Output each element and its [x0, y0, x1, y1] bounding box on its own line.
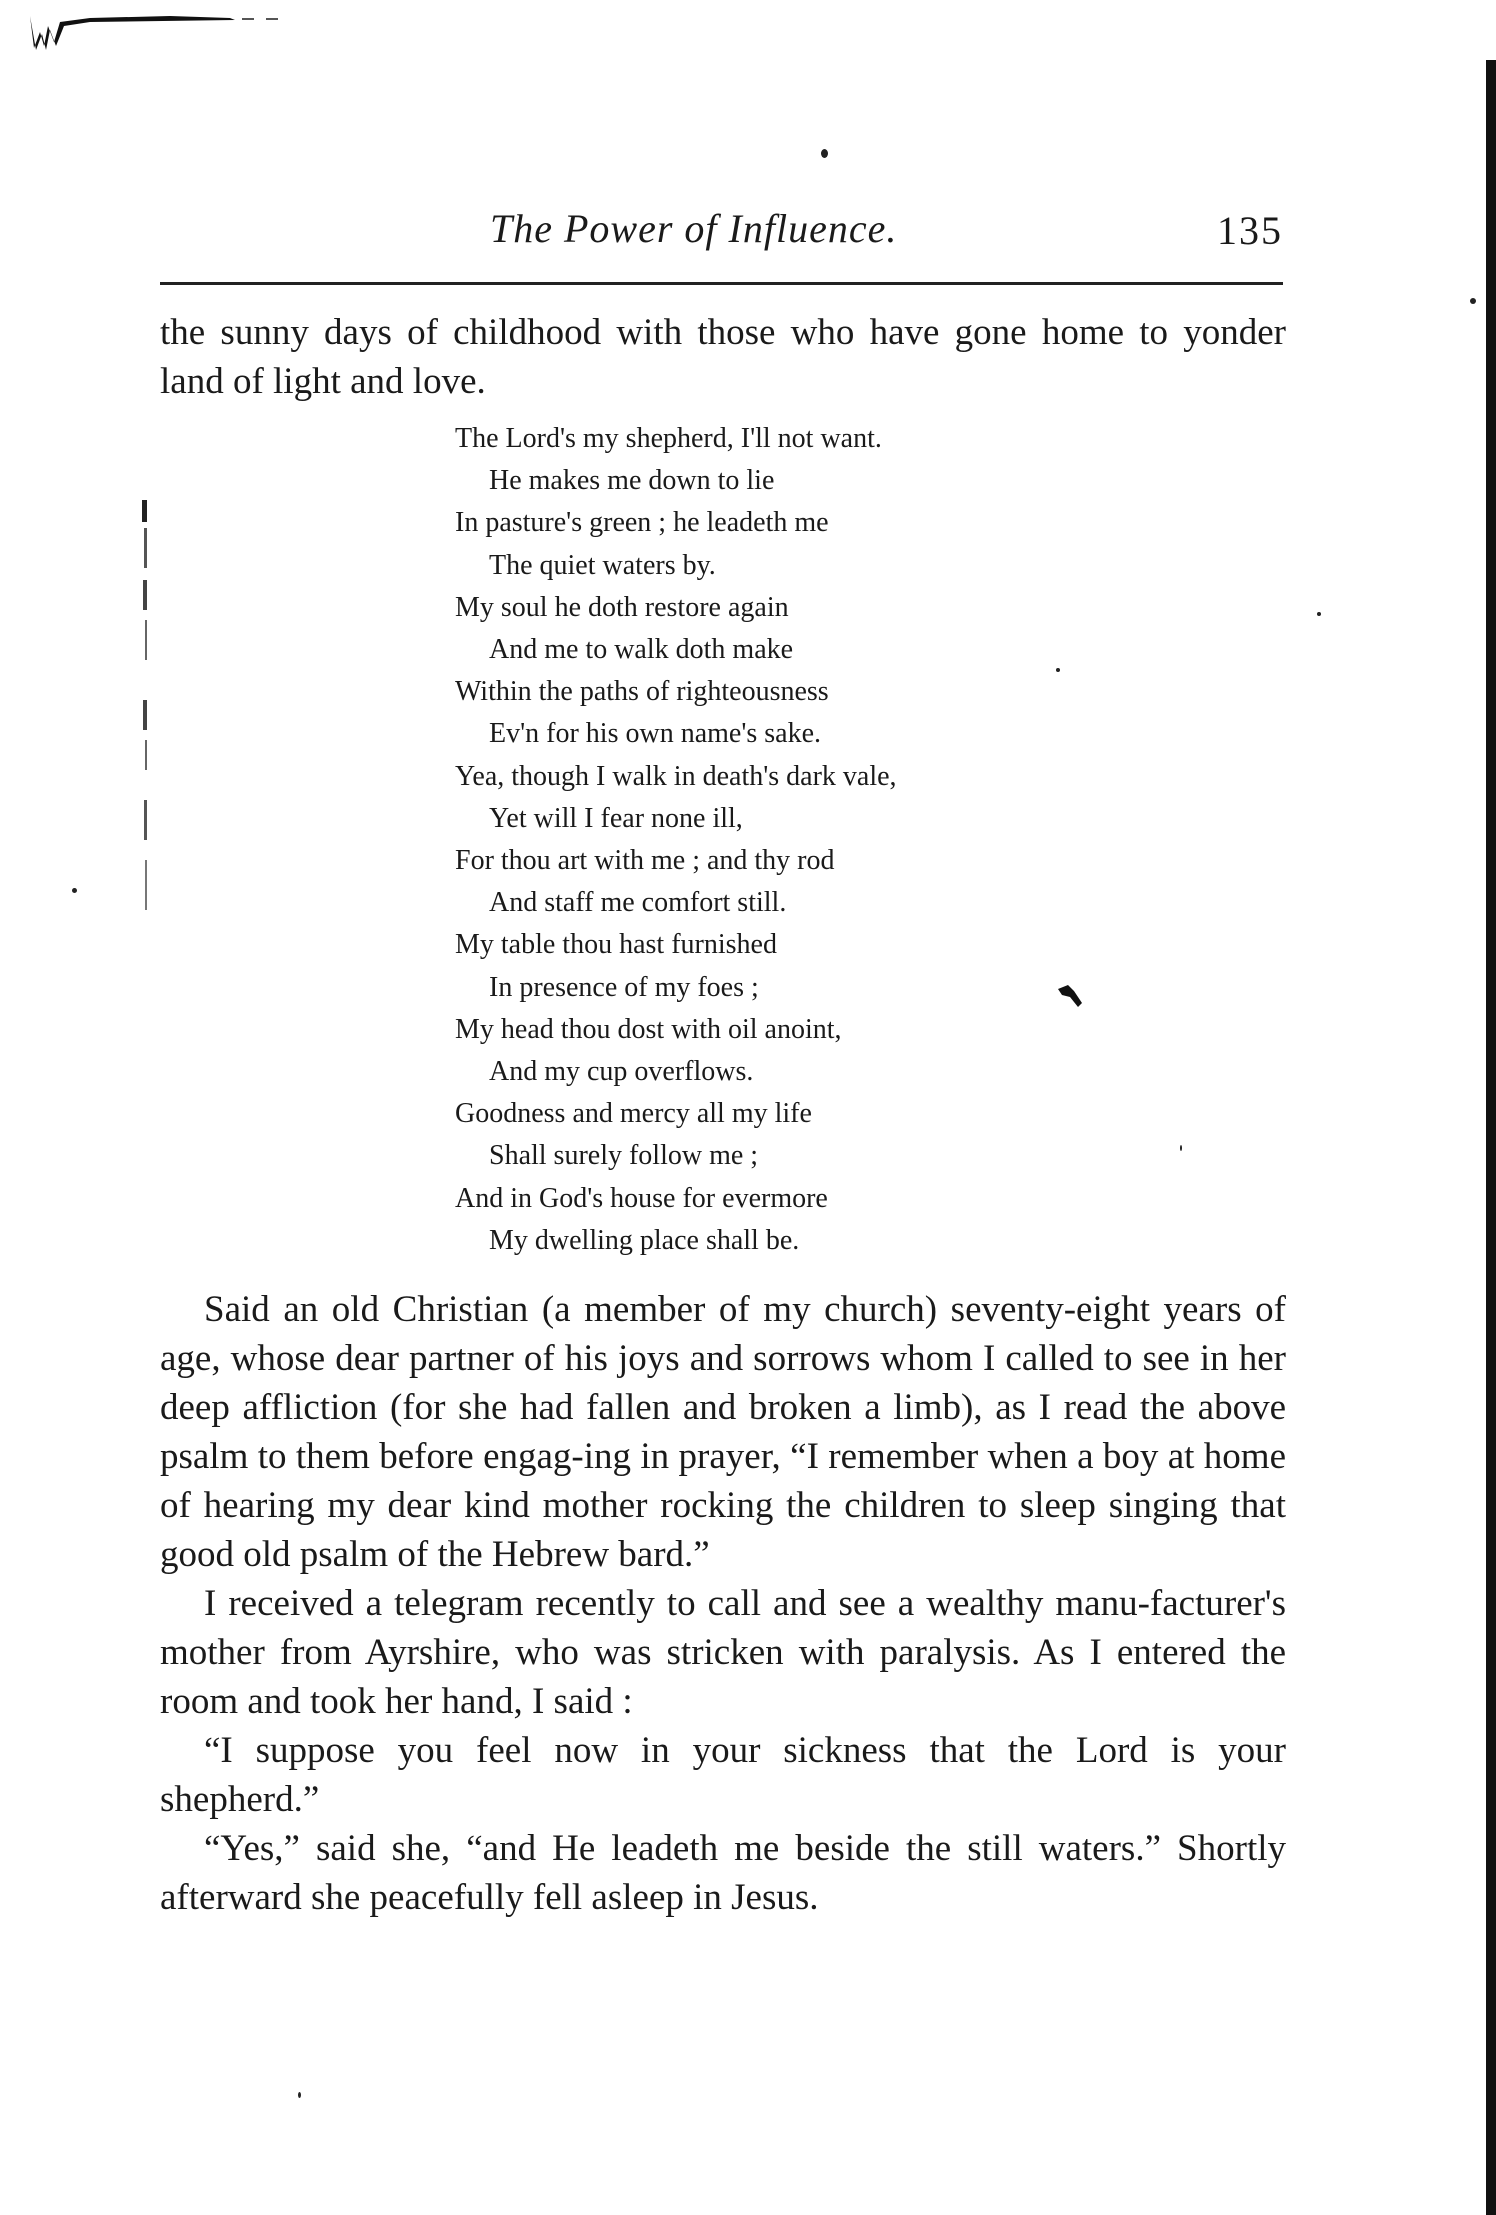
poem-line: My dwelling place shall be.	[489, 1224, 800, 1256]
poem-line: And me to walk doth make	[489, 634, 794, 666]
paragraph: “Yes,” said she, “and He leadeth me beside the still waters.” Shortly afterward she peacefully fell asleep in Jesus.	[160, 1828, 1286, 1918]
psalm-poem	[455, 418, 1075, 1262]
main-text	[160, 1285, 1286, 1922]
poem-line: And in God's house for evermore	[455, 1182, 828, 1214]
poem-line: Ev'n for his own name's sake.	[489, 718, 822, 750]
poem-line: And my cup overflows.	[489, 1056, 754, 1088]
poem-line: Yea, though I walk in death's dark vale,	[455, 760, 897, 792]
paragraph: I received a telegram recently to call and see a wealthy manu-facturer's mother from Ayrshire, who was stricken with paralysis. As I entered the room and took her hand, I said :	[160, 1583, 1286, 1722]
ink-speck	[298, 2092, 301, 2098]
paragraph: “I suppose you feel now in your sickness that the Lord is your shepherd.”	[160, 1730, 1286, 1820]
poem-line: Shall surely follow me ;	[489, 1140, 759, 1172]
poem-line: Goodness and mercy all my life	[455, 1098, 812, 1130]
poem-line: My soul he doth restore again	[455, 591, 789, 623]
header-rule	[160, 282, 1283, 285]
margin-ink-bleed	[136, 500, 156, 920]
page-number: 135	[1217, 208, 1283, 253]
scan-corner-artifact	[30, 12, 290, 52]
paragraph: Said an old Christian (a member of my church) seventy-eight years of age, whose dear partner of his joys and sorrows whom I called to see in her deep affliction (for she had fallen and broken a limb), as I read the above psalm to them before engag-ing in prayer, “I remember when a boy at home of hearing my dear kind mother rocking the children to sleep singing that good old psalm of the Hebrew bard.”	[160, 1289, 1286, 1575]
poem-line: He makes me down to lie	[489, 465, 775, 497]
ink-speck	[1317, 612, 1321, 616]
poem-line: The Lord's my shepherd, I'll not want.	[455, 423, 882, 454]
scan-right-edge	[1486, 60, 1496, 2215]
poem-line: In pasture's green ; he leadeth me	[455, 507, 829, 539]
poem-line: The quiet waters by.	[489, 549, 716, 581]
poem-line: My head thou dost with oil anoint,	[455, 1013, 842, 1045]
ink-speck	[1470, 298, 1476, 304]
running-title: The Power of Influence.	[490, 206, 898, 251]
poem-line: Yet will I fear none ill,	[489, 802, 743, 834]
poem-line: Within the paths of righteousness	[455, 676, 829, 708]
poem-line: For thou art with me ; and thy rod	[455, 845, 835, 877]
opening-paragraph	[160, 308, 1286, 406]
poem-line: My table thou hast furnished	[455, 929, 777, 961]
ink-speck	[72, 888, 77, 893]
running-header	[160, 205, 1283, 265]
ink-speck	[1180, 1145, 1182, 1151]
poem-line: And staff me comfort still.	[489, 887, 787, 919]
paragraph: the sunny days of childhood with those who have gone home to yonder land of light and love.	[160, 312, 1286, 402]
poem-line: In presence of my foes ;	[489, 971, 759, 1003]
ink-speck	[821, 149, 828, 158]
